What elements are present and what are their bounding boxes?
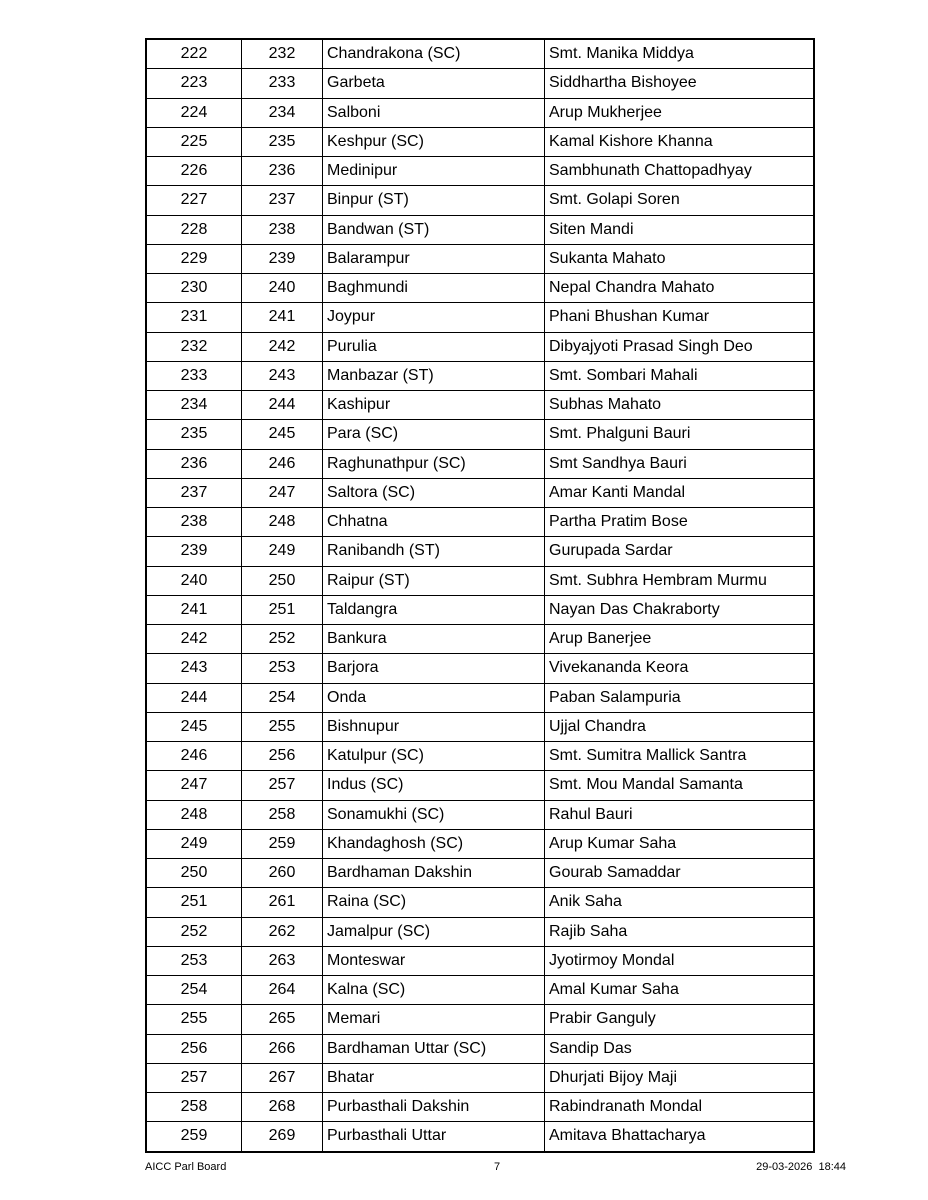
ac-number-cell: 245 — [242, 420, 323, 449]
constituency-name-cell: Kalna (SC) — [323, 976, 545, 1005]
constituency-name-cell: Memari — [323, 1005, 545, 1034]
candidate-name-cell: Ujjal Chandra — [545, 712, 815, 741]
candidate-name-cell: Smt. Sumitra Mallick Santra — [545, 742, 815, 771]
constituency-name-cell: Kashipur — [323, 391, 545, 420]
ac-number-cell: 249 — [242, 537, 323, 566]
ac-number-cell: 234 — [242, 98, 323, 127]
constituency-name-cell: Saltora (SC) — [323, 478, 545, 507]
footer-datetime: 29-03-2026 18:44 — [756, 1161, 846, 1173]
table-row — [146, 1093, 814, 1122]
serial-number-cell: 241 — [146, 595, 242, 624]
serial-number-cell: 250 — [146, 859, 242, 888]
table-row — [146, 888, 814, 917]
serial-number-cell: 230 — [146, 274, 242, 303]
serial-number-cell: 240 — [146, 566, 242, 595]
constituency-name-cell: Purbasthali Uttar — [323, 1122, 545, 1152]
constituency-name-cell: Chhatna — [323, 508, 545, 537]
serial-number-cell: 225 — [146, 127, 242, 156]
ac-number-cell: 269 — [242, 1122, 323, 1152]
serial-number-cell: 247 — [146, 771, 242, 800]
ac-number-cell: 237 — [242, 186, 323, 215]
table-row — [146, 478, 814, 507]
candidate-name-cell: Smt. Sombari Mahali — [545, 361, 815, 390]
table-row — [146, 595, 814, 624]
candidate-name-cell: Gourab Samaddar — [545, 859, 815, 888]
ac-number-cell: 260 — [242, 859, 323, 888]
constituency-name-cell: Baghmundi — [323, 274, 545, 303]
candidate-name-cell: Jyotirmoy Mondal — [545, 946, 815, 975]
serial-number-cell: 229 — [146, 244, 242, 273]
ac-number-cell: 264 — [242, 976, 323, 1005]
constituency-name-cell: Bardhaman Uttar (SC) — [323, 1034, 545, 1063]
candidate-name-cell: Amar Kanti Mandal — [545, 478, 815, 507]
ac-number-cell: 256 — [242, 742, 323, 771]
serial-number-cell: 254 — [146, 976, 242, 1005]
table-row — [146, 361, 814, 390]
constituency-name-cell: Onda — [323, 683, 545, 712]
ac-number-cell: 241 — [242, 303, 323, 332]
candidate-table-body — [146, 39, 814, 1152]
ac-number-cell: 268 — [242, 1093, 323, 1122]
serial-number-cell: 228 — [146, 215, 242, 244]
table-row — [146, 654, 814, 683]
table-row — [146, 303, 814, 332]
serial-number-cell: 237 — [146, 478, 242, 507]
candidate-list — [145, 38, 815, 1153]
constituency-name-cell: Garbeta — [323, 69, 545, 98]
candidate-name-cell: Rahul Bauri — [545, 800, 815, 829]
constituency-name-cell: Keshpur (SC) — [323, 127, 545, 156]
table-row — [146, 712, 814, 741]
constituency-name-cell: Indus (SC) — [323, 771, 545, 800]
candidate-name-cell: Arup Kumar Saha — [545, 829, 815, 858]
ac-number-cell: 240 — [242, 274, 323, 303]
ac-number-cell: 232 — [242, 39, 323, 69]
candidate-name-cell: Sukanta Mahato — [545, 244, 815, 273]
candidate-name-cell: Smt. Subhra Hembram Murmu — [545, 566, 815, 595]
constituency-name-cell: Sonamukhi (SC) — [323, 800, 545, 829]
candidate-name-cell: Smt. Manika Middya — [545, 39, 815, 69]
table-row — [146, 508, 814, 537]
serial-number-cell: 234 — [146, 391, 242, 420]
serial-number-cell: 224 — [146, 98, 242, 127]
candidate-name-cell: Smt. Golapi Soren — [545, 186, 815, 215]
ac-number-cell: 259 — [242, 829, 323, 858]
serial-number-cell: 246 — [146, 742, 242, 771]
candidate-name-cell: Paban Salampuria — [545, 683, 815, 712]
table-row — [146, 332, 814, 361]
ac-number-cell: 267 — [242, 1063, 323, 1092]
ac-number-cell: 258 — [242, 800, 323, 829]
ac-number-cell: 238 — [242, 215, 323, 244]
candidate-name-cell: Smt Sandhya Bauri — [545, 449, 815, 478]
table-row — [146, 186, 814, 215]
serial-number-cell: 233 — [146, 361, 242, 390]
serial-number-cell: 249 — [146, 829, 242, 858]
ac-number-cell: 265 — [242, 1005, 323, 1034]
serial-number-cell: 227 — [146, 186, 242, 215]
constituency-name-cell: Bhatar — [323, 1063, 545, 1092]
ac-number-cell: 233 — [242, 69, 323, 98]
constituency-name-cell: Monteswar — [323, 946, 545, 975]
table-row — [146, 946, 814, 975]
serial-number-cell: 231 — [146, 303, 242, 332]
table-row — [146, 127, 814, 156]
ac-number-cell: 266 — [242, 1034, 323, 1063]
candidate-name-cell: Dibyajyoti Prasad Singh Deo — [545, 332, 815, 361]
ac-number-cell: 250 — [242, 566, 323, 595]
candidate-name-cell: Smt. Phalguni Bauri — [545, 420, 815, 449]
table-row — [146, 98, 814, 127]
ac-number-cell: 252 — [242, 625, 323, 654]
ac-number-cell: 236 — [242, 157, 323, 186]
constituency-name-cell: Bankura — [323, 625, 545, 654]
serial-number-cell: 244 — [146, 683, 242, 712]
candidate-name-cell: Gurupada Sardar — [545, 537, 815, 566]
constituency-name-cell: Raina (SC) — [323, 888, 545, 917]
candidate-name-cell: Smt. Mou Mandal Samanta — [545, 771, 815, 800]
serial-number-cell: 236 — [146, 449, 242, 478]
serial-number-cell: 256 — [146, 1034, 242, 1063]
constituency-name-cell: Binpur (ST) — [323, 186, 545, 215]
constituency-name-cell: Manbazar (ST) — [323, 361, 545, 390]
serial-number-cell: 222 — [146, 39, 242, 69]
constituency-name-cell: Joypur — [323, 303, 545, 332]
ac-number-cell: 247 — [242, 478, 323, 507]
ac-number-cell: 246 — [242, 449, 323, 478]
candidate-name-cell: Siddhartha Bishoyee — [545, 69, 815, 98]
candidate-name-cell: Subhas Mahato — [545, 391, 815, 420]
candidate-name-cell: Amitava Bhattacharya — [545, 1122, 815, 1152]
constituency-name-cell: Bardhaman Dakshin — [323, 859, 545, 888]
ac-number-cell: 257 — [242, 771, 323, 800]
serial-number-cell: 252 — [146, 917, 242, 946]
ac-number-cell: 235 — [242, 127, 323, 156]
table-row — [146, 157, 814, 186]
constituency-name-cell: Jamalpur (SC) — [323, 917, 545, 946]
ac-number-cell: 255 — [242, 712, 323, 741]
constituency-name-cell: Bishnupur — [323, 712, 545, 741]
candidate-name-cell: Prabir Ganguly — [545, 1005, 815, 1034]
table-row — [146, 742, 814, 771]
serial-number-cell: 257 — [146, 1063, 242, 1092]
constituency-name-cell: Purbasthali Dakshin — [323, 1093, 545, 1122]
ac-number-cell: 253 — [242, 654, 323, 683]
serial-number-cell: 242 — [146, 625, 242, 654]
constituency-name-cell: Bandwan (ST) — [323, 215, 545, 244]
table-row — [146, 1063, 814, 1092]
table-row — [146, 566, 814, 595]
serial-number-cell: 235 — [146, 420, 242, 449]
serial-number-cell: 255 — [146, 1005, 242, 1034]
constituency-name-cell: Balarampur — [323, 244, 545, 273]
table-row — [146, 800, 814, 829]
serial-number-cell: 223 — [146, 69, 242, 98]
footer-page-number: 7 — [494, 1161, 501, 1173]
ac-number-cell: 262 — [242, 917, 323, 946]
candidate-name-cell: Amal Kumar Saha — [545, 976, 815, 1005]
table-row — [146, 1034, 814, 1063]
ac-number-cell: 242 — [242, 332, 323, 361]
serial-number-cell: 259 — [146, 1122, 242, 1152]
table-row — [146, 683, 814, 712]
table-row — [146, 829, 814, 858]
ac-number-cell: 244 — [242, 391, 323, 420]
constituency-name-cell: Katulpur (SC) — [323, 742, 545, 771]
table-row — [146, 215, 814, 244]
constituency-name-cell: Ranibandh (ST) — [323, 537, 545, 566]
constituency-name-cell: Purulia — [323, 332, 545, 361]
constituency-name-cell: Raghunathpur (SC) — [323, 449, 545, 478]
serial-number-cell: 226 — [146, 157, 242, 186]
candidate-table — [145, 38, 815, 1153]
serial-number-cell: 248 — [146, 800, 242, 829]
ac-number-cell: 254 — [242, 683, 323, 712]
serial-number-cell: 239 — [146, 537, 242, 566]
table-row — [146, 537, 814, 566]
candidate-name-cell: Arup Mukherjee — [545, 98, 815, 127]
table-row — [146, 69, 814, 98]
candidate-name-cell: Nepal Chandra Mahato — [545, 274, 815, 303]
constituency-name-cell: Para (SC) — [323, 420, 545, 449]
table-row — [146, 449, 814, 478]
serial-number-cell: 245 — [146, 712, 242, 741]
table-row — [146, 859, 814, 888]
serial-number-cell: 258 — [146, 1093, 242, 1122]
candidate-name-cell: Sambhunath Chattopadhyay — [545, 157, 815, 186]
table-row — [146, 1122, 814, 1152]
candidate-name-cell: Sandip Das — [545, 1034, 815, 1063]
constituency-name-cell: Salboni — [323, 98, 545, 127]
candidate-name-cell: Arup Banerjee — [545, 625, 815, 654]
candidate-name-cell: Anik Saha — [545, 888, 815, 917]
footer-org-name: AICC Parl Board — [145, 1161, 227, 1173]
table-row — [146, 917, 814, 946]
constituency-name-cell: Raipur (ST) — [323, 566, 545, 595]
candidate-name-cell: Phani Bhushan Kumar — [545, 303, 815, 332]
candidate-name-cell: Nayan Das Chakraborty — [545, 595, 815, 624]
serial-number-cell: 253 — [146, 946, 242, 975]
table-row — [146, 1005, 814, 1034]
candidate-name-cell: Kamal Kishore Khanna — [545, 127, 815, 156]
candidate-name-cell: Siten Mandi — [545, 215, 815, 244]
ac-number-cell: 239 — [242, 244, 323, 273]
ac-number-cell: 261 — [242, 888, 323, 917]
serial-number-cell: 238 — [146, 508, 242, 537]
constituency-name-cell: Taldangra — [323, 595, 545, 624]
ac-number-cell: 243 — [242, 361, 323, 390]
ac-number-cell: 248 — [242, 508, 323, 537]
candidate-name-cell: Vivekananda Keora — [545, 654, 815, 683]
candidate-name-cell: Rabindranath Mondal — [545, 1093, 815, 1122]
constituency-name-cell: Khandaghosh (SC) — [323, 829, 545, 858]
candidate-name-cell: Partha Pratim Bose — [545, 508, 815, 537]
table-row — [146, 39, 814, 69]
table-row — [146, 420, 814, 449]
table-row — [146, 391, 814, 420]
ac-number-cell: 251 — [242, 595, 323, 624]
table-row — [146, 976, 814, 1005]
serial-number-cell: 243 — [146, 654, 242, 683]
candidate-name-cell: Rajib Saha — [545, 917, 815, 946]
constituency-name-cell: Chandrakona (SC) — [323, 39, 545, 69]
serial-number-cell: 232 — [146, 332, 242, 361]
constituency-name-cell: Barjora — [323, 654, 545, 683]
table-row — [146, 771, 814, 800]
serial-number-cell: 251 — [146, 888, 242, 917]
table-row — [146, 274, 814, 303]
constituency-name-cell: Medinipur — [323, 157, 545, 186]
table-row — [146, 625, 814, 654]
candidate-name-cell: Dhurjati Bijoy Maji — [545, 1063, 815, 1092]
table-row — [146, 244, 814, 273]
ac-number-cell: 263 — [242, 946, 323, 975]
